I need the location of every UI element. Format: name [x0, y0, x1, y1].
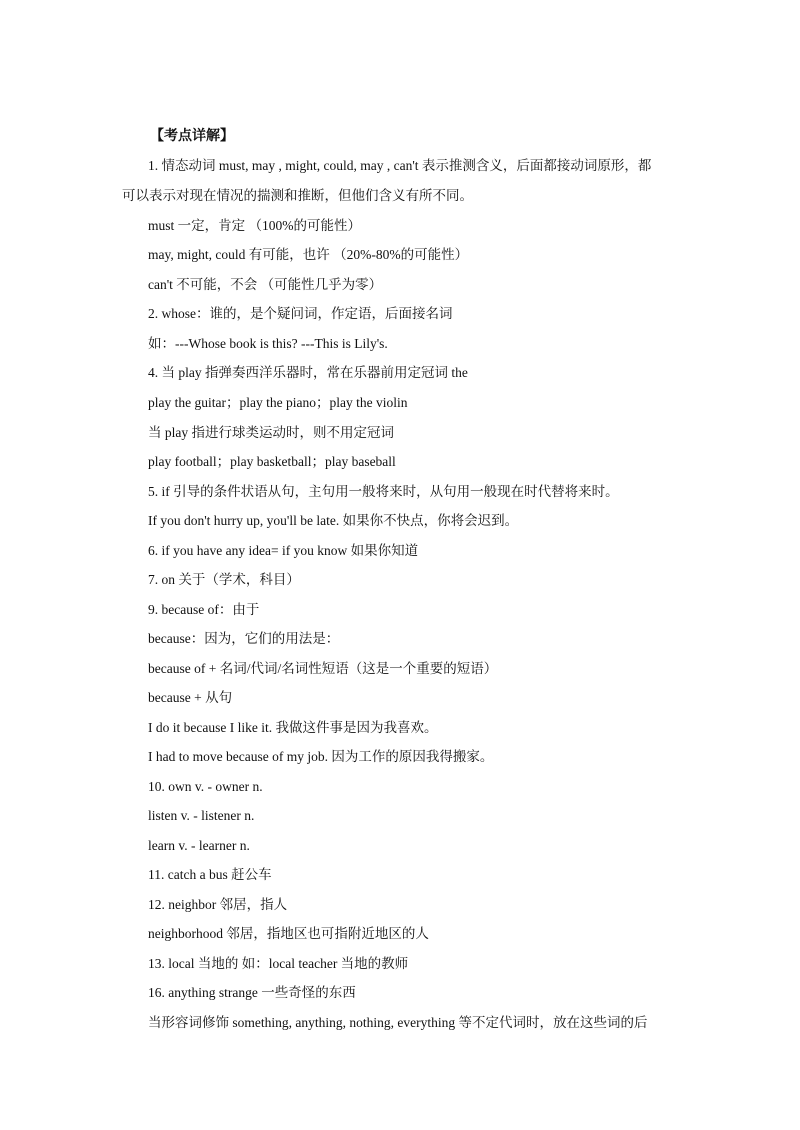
- text-line: 2. whose：谁的，是个疑问词，作定语，后面接名词: [148, 306, 453, 321]
- text-line: play football；play basketball；play baseball: [148, 454, 396, 469]
- text-line: 当 play 指进行球类运动时，则不用定冠词: [148, 425, 394, 440]
- text-line: 当形容词修饰 something, anything, nothing, everything 等不定代词时，放在这些词的后: [148, 1015, 648, 1030]
- text-line: 5. if 引导的条件状语从句，主句用一般将来时，从句用一般现在时代替将来时。: [148, 484, 619, 499]
- text-line: 9. because of：由于: [148, 602, 260, 617]
- text-line: 6. if you have any idea= if you know 如果你知道: [148, 543, 419, 558]
- section-heading: 【考点详解】: [150, 129, 234, 144]
- text-line: I do it because I like it. 我做这件事是因为我喜欢。: [148, 720, 438, 735]
- text-line: because of + 名词/代词/名词性短语（这是一个重要的短语）: [148, 661, 498, 676]
- text-line: neighborhood 邻居，指地区也可指附近地区的人: [148, 926, 429, 941]
- text-line: If you don't hurry up, you'll be late. 如果你不快点，你将会迟到。: [148, 513, 519, 528]
- text-line: 11. catch a bus 赶公车: [148, 867, 272, 882]
- text-line: 1. 情态动词 must, may , might, could, may , can't 表示推测含义，后面都接动词原形，都: [148, 158, 652, 173]
- text-line: 可以表示对现在情况的揣测和推断，但他们含义有所不同。: [122, 188, 473, 203]
- text-line: may, might, could 有可能，也许 （20%-80%的可能性）: [148, 247, 469, 262]
- text-line: can't 不可能，不会 （可能性几乎为零）: [148, 277, 383, 292]
- text-line: 4. 当 play 指弹奏西洋乐器时，常在乐器前用定冠词 the: [148, 365, 468, 380]
- text-line: learn v. - learner n.: [148, 838, 250, 853]
- text-line: 7. on 关于（学术，科目）: [148, 572, 300, 587]
- text-line: listen v. - listener n.: [148, 808, 255, 823]
- text-line: 13. local 当地的 如：local teacher 当地的教师: [148, 956, 409, 971]
- text-line: 12. neighbor 邻居，指人: [148, 897, 288, 912]
- text-line: 10. own v. - owner n.: [148, 779, 263, 794]
- text-line: because：因为，它们的用法是：: [148, 631, 340, 646]
- text-line: I had to move because of my job. 因为工作的原因我得搬家。: [148, 749, 494, 764]
- text-line: 16. anything strange 一些奇怪的东西: [148, 985, 356, 1000]
- text-line: because + 从句: [148, 690, 233, 705]
- text-line: must 一定，肯定 （100%的可能性）: [148, 218, 362, 233]
- text-line: play the guitar；play the piano；play the violin: [148, 395, 408, 410]
- text-line: 如：---Whose book is this? ---This is Lily's.: [148, 336, 388, 351]
